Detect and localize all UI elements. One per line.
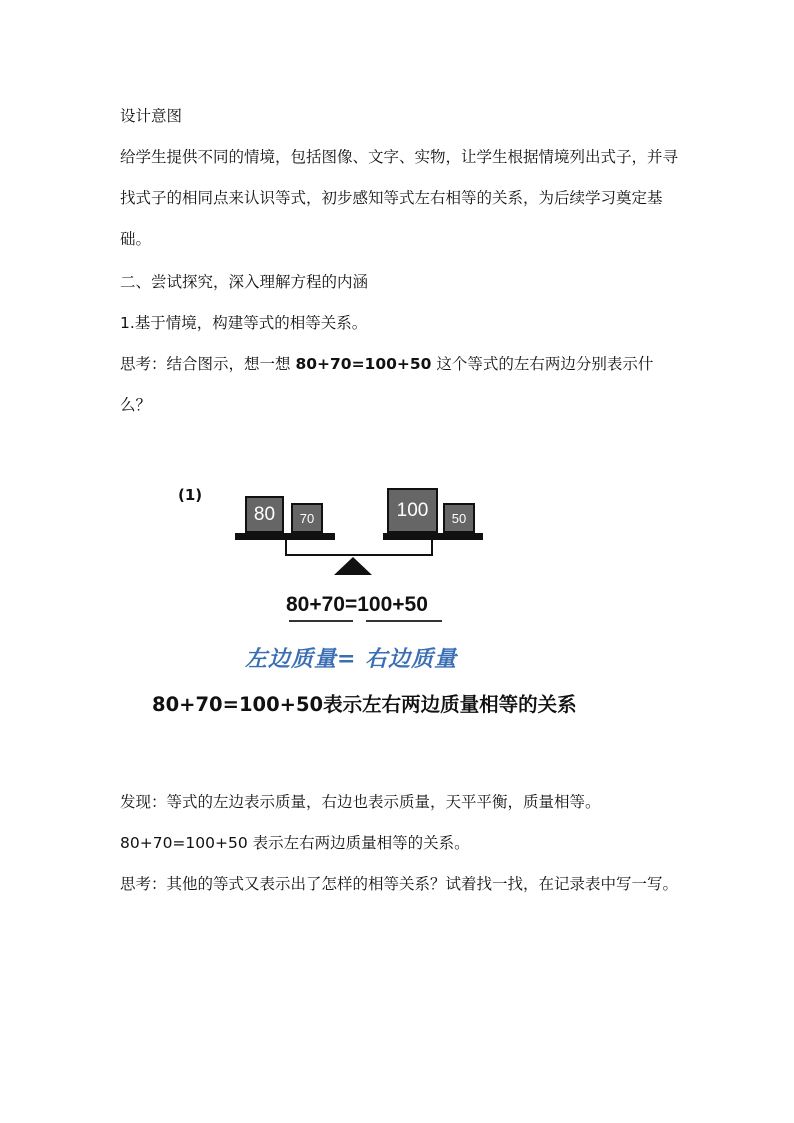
left-side-underline (289, 620, 353, 622)
balance-beam (285, 554, 433, 556)
weight-box-left-large: 80 (245, 496, 284, 533)
right-pan (383, 533, 483, 540)
fulcrum-triangle (334, 557, 372, 575)
relation-text: 表示左右两边质量相等的关系。 (247, 834, 470, 852)
weight-box-right-small: 50 (443, 503, 475, 533)
relation-paragraph (120, 823, 680, 864)
design-intent-description: 给学生提供不同的情境，包括图像、文字、实物，让学生根据情境列出式子，并寻找式子的相同点来认识等式，初步感知等式左右相等的关系，为后续学习奠定基础。 (120, 148, 679, 248)
left-pan (235, 533, 335, 540)
section-two-heading: 二、尝试探究，深入理解方程的内涵 (120, 273, 369, 291)
weight-box-left-small: 70 (291, 503, 323, 533)
figure-equation: 80+70=100+50 (286, 593, 428, 616)
left-support (285, 540, 287, 555)
relation-equation: 80+70=100+50 (120, 834, 248, 852)
figure-label: (1) (178, 486, 203, 504)
subsection-one-heading: 1.基于情境，构建等式的相等关系。 (120, 314, 368, 332)
weight-box-right-large: 100 (387, 488, 438, 533)
design-intent-title: 设计意图 (120, 107, 183, 125)
think-one-equation: 80+70=100+50 (295, 355, 432, 373)
balance-figure (0, 480, 794, 740)
right-side-underline (366, 620, 442, 622)
think-question-one (120, 344, 680, 426)
equation-meaning: 80+70=100+50表示左右两边质量相等的关系 (152, 693, 577, 716)
mass-equality-caption: 左边质量= 右边质量 (245, 646, 458, 672)
think-one-prefix: 思考：结合图示，想一想 (120, 355, 296, 373)
think-question-two: 思考：其他的等式又表示出了怎样的相等关系？试着找一找，在记录表中写一写。 (120, 875, 679, 893)
finding-paragraph: 发现：等式的左边表示质量，右边也表示质量，天平平衡，质量相等。 (120, 793, 601, 811)
right-support (431, 540, 433, 555)
think-one-suffix: 这个等式的左右两边分别表示什么？ (120, 355, 654, 414)
